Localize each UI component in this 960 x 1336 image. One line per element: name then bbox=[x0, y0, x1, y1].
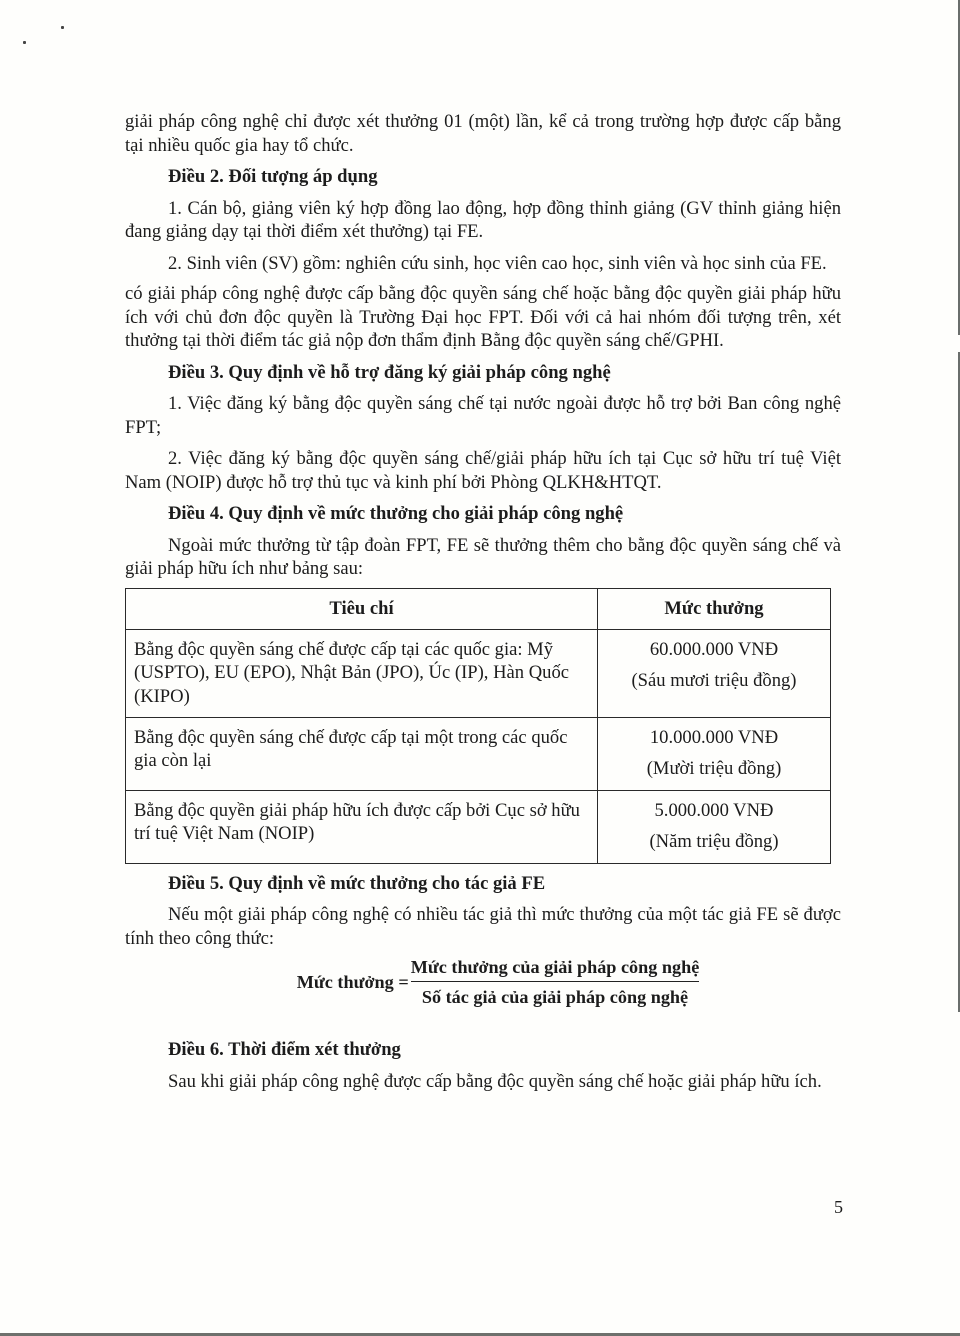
header-reward: Mức thưởng bbox=[598, 588, 831, 629]
reward-cell bbox=[598, 629, 831, 717]
criterion-cell: Bằng độc quyền giải pháp hữu ích được cấp bởi Cục sở hữu trí tuệ Việt Nam (NOIP) bbox=[126, 790, 598, 863]
scan-speck bbox=[23, 41, 26, 44]
article-5-intro: Nếu một giải pháp công nghệ có nhiều tác giả thì mức thưởng của một tác giả FE sẽ được tính theo công thức: bbox=[125, 904, 841, 949]
table-row bbox=[126, 629, 831, 717]
article-3-item-1: 1. Việc đăng ký bằng độc quyền sáng chế tại nước ngoài được hỗ trợ bởi Ban công nghệ FPT; bbox=[125, 393, 841, 438]
reward-table bbox=[125, 588, 831, 864]
formula-lhs: Mức thưởng = bbox=[296, 971, 409, 992]
reward-amount-words: (Sáu mươi triệu đồng) bbox=[631, 670, 797, 691]
reward-cell bbox=[598, 790, 831, 863]
header-criterion: Tiêu chí bbox=[126, 588, 598, 629]
document-page bbox=[125, 110, 841, 1093]
article-2-item-1: 1. Cán bộ, giảng viên ký hợp đồng lao động, hợp đồng thỉnh giảng (GV thỉnh giảng hiện đang giảng dạy tại thời điểm xét thưởng) tại FE. bbox=[125, 197, 841, 242]
table-row bbox=[126, 790, 831, 863]
article-3-heading: Điều 3. Quy định về hỗ trợ đăng ký giải pháp công nghệ bbox=[168, 361, 611, 383]
article-2-continuation: có giải pháp công nghệ được cấp bằng độc quyền sáng chế hoặc bằng độc quyền giải pháp hữu ích với chủ đơn độc quyền là Trường Đại học FPT. Đối với cả hai nhóm đối tượng trên, xét thưởng tại thời điểm tác giả nộp đơn thẩm định Bằng độc quyền sáng chế/GPHI. bbox=[125, 283, 841, 351]
reward-amount-words: (Năm triệu đồng) bbox=[649, 831, 779, 852]
reward-amount: 10.000.000 VNĐ bbox=[649, 726, 779, 748]
formula-fraction bbox=[411, 956, 700, 1008]
article-6-body: Sau khi giải pháp công nghệ được cấp bằng độc quyền sáng chế hoặc giải pháp hữu ích. bbox=[168, 1070, 822, 1092]
formula-denominator: Số tác giả của giải pháp công nghệ bbox=[421, 987, 689, 1007]
article-6-heading: Điều 6. Thời điểm xét thưởng bbox=[168, 1039, 401, 1060]
article-2-item-2: 2. Sinh viên (SV) gồm: nghiên cứu sinh, học viên cao học, sinh viên và học sinh của FE. bbox=[168, 252, 827, 274]
reward-formula bbox=[155, 956, 841, 1008]
reward-amount-words: (Mười triệu đồng) bbox=[646, 758, 782, 779]
table-header-row bbox=[126, 588, 831, 629]
reward-amount: 60.000.000 VNĐ bbox=[649, 638, 779, 660]
article-4-heading: Điều 4. Quy định về mức thưởng cho giải pháp công nghệ bbox=[168, 503, 624, 524]
article-5-heading: Điều 5. Quy định về mức thưởng cho tác giả FE bbox=[168, 872, 546, 894]
criterion-cell: Bằng độc quyền sáng chế được cấp tại một trong các quốc gia còn lại bbox=[126, 717, 598, 790]
page-number: 5 bbox=[834, 1197, 843, 1217]
table-row bbox=[126, 717, 831, 790]
reward-cell bbox=[598, 717, 831, 790]
article-3-item-2: 2. Việc đăng ký bằng độc quyền sáng chế/giải pháp hữu ích tại Cục sở hữu trí tuệ Việt Nam (NOIP) được hỗ trợ thủ tục và kinh phí bởi Phòng QLKH&HTQT. bbox=[125, 448, 841, 493]
article-4-intro: Ngoài mức thưởng từ tập đoàn FPT, FE sẽ thưởng thêm cho bằng độc quyền sáng chế và giải pháp hữu ích như bảng sau: bbox=[125, 534, 841, 579]
intro-fragment: giải pháp công nghệ chỉ được xét thưởng 01 (một) lần, kể cả trong trường hợp được cấp bằng tại nhiều quốc gia hay tổ chức. bbox=[125, 111, 841, 156]
article-2-heading: Điều 2. Đối tượng áp dụng bbox=[168, 166, 378, 187]
reward-amount: 5.000.000 VNĐ bbox=[654, 799, 774, 821]
criterion-cell: Bằng độc quyền sáng chế được cấp tại các quốc gia: Mỹ (USPTO), EU (EPO), Nhật Bản (JPO), Úc (IP), Hàn Quốc (KIPO) bbox=[126, 629, 598, 717]
formula-numerator: Mức thưởng của giải pháp công nghệ bbox=[411, 956, 700, 982]
scan-speck bbox=[61, 26, 64, 29]
